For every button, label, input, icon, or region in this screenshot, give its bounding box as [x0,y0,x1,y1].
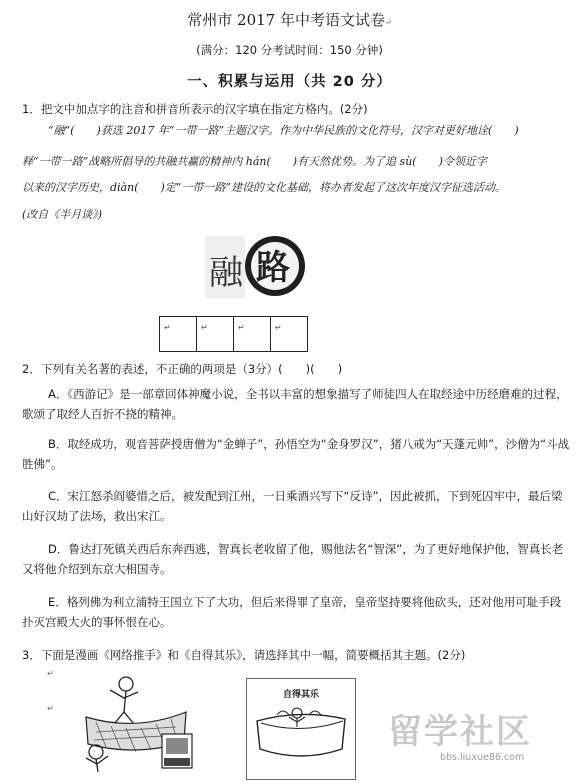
question-2-option-a: A．《西游记》是一部章回体神魔小说，全书以丰富的想象描写了师徒四人在取经途中历经磨难的过程，歌颂了取经人百折不挠的精神。 [22,387,568,421]
question-1-passage-line-3: 以来的汉字历史，diàn( )定“一带一路”建设的文化基础，将办者发起了这次年度汉字征选活动。 [22,181,507,194]
question-1-passage-line-1: “融”( )获选 2017 年“一带一路”主题汉字。作为中华民族的文化符号，汉字对更好地诠( ) [48,124,519,137]
answer-box-2[interactable]: ↵ [196,316,234,352]
answer-box-3[interactable]: ↵ [233,316,271,352]
question-1-stem: 1．把文中加点字的注音和拼音所表示的汉字填在指定方格内。(2分) [22,102,368,116]
question-1-source: (改自《半月谈》) [22,208,103,221]
rong-character: 融 [209,253,243,293]
answer-box-1[interactable]: ↵ [159,316,197,352]
watermark-url: bbs.liuxue86.com [440,752,525,763]
question-3-stem: 3．下面是漫画《网络推手》和《自得其乐》，请选择其中一幅，简要概括其主题。(2分) [22,648,466,662]
section-heading: 一、积累与运用（共 20 分） [187,74,392,90]
paragraph-mark-1: ↵ [47,669,54,678]
cartoon-self-content-title: 自得其乐 [282,690,319,700]
question-2-option-d: D．鲁达打死镇关西后东奔西逃，智真长老收留了他，赐他法名“智深”，为了更好地保护他，智真长老又将他介绍到东京大相国寺。 [22,542,564,576]
question-2-stem: 2．下列有关名著的表述，不正确的两项是（3分）( )( ) [22,362,343,376]
exam-meta: (满分：120 分考试时间：150 分钟) [196,43,383,57]
paragraph-mark-2: ↵ [47,704,54,713]
question-2-option-c: C．宋江怒杀阎婆惜之后，被发配到江州，一日乘酒兴写下“反诗”，因此被抓，下到死囚牢中，最后梁山好汉劫了法场，救出宋江。 [22,489,563,523]
watermark-logo: 留学社区 [388,712,532,752]
cartoon-network-pushers [66,672,206,777]
exam-title: 常州市 2017 年中考语文试卷↵ [187,11,392,29]
question-1-passage-line-2: 释“一带一路”战略所倡导的共融共赢的精神内 hán( )有天然优势。为了追 sù( )令领近字 [22,155,487,168]
rong-lu-calligraphy-image [203,232,308,302]
lu-character: 路 [256,248,290,288]
answer-box-4[interactable]: ↵ [270,316,308,352]
answer-boxes [160,316,308,352]
question-2-option-b: B．取经成功，观音菩萨授唐僧为“金蝉子”，孙悟空为“金身罗汉”，猪八戒为“天蓬元帅”，沙僧为“斗战胜佛”。 [22,437,570,471]
question-2-option-e: E．格列佛为利立浦特王国立下了大功，但后来得罪了皇帝，皇帝坚持要将他砍头，还对他用可耻手段扑灭宫殿大火的事怀恨在心。 [22,595,562,629]
cartoon-self-content [246,678,356,780]
